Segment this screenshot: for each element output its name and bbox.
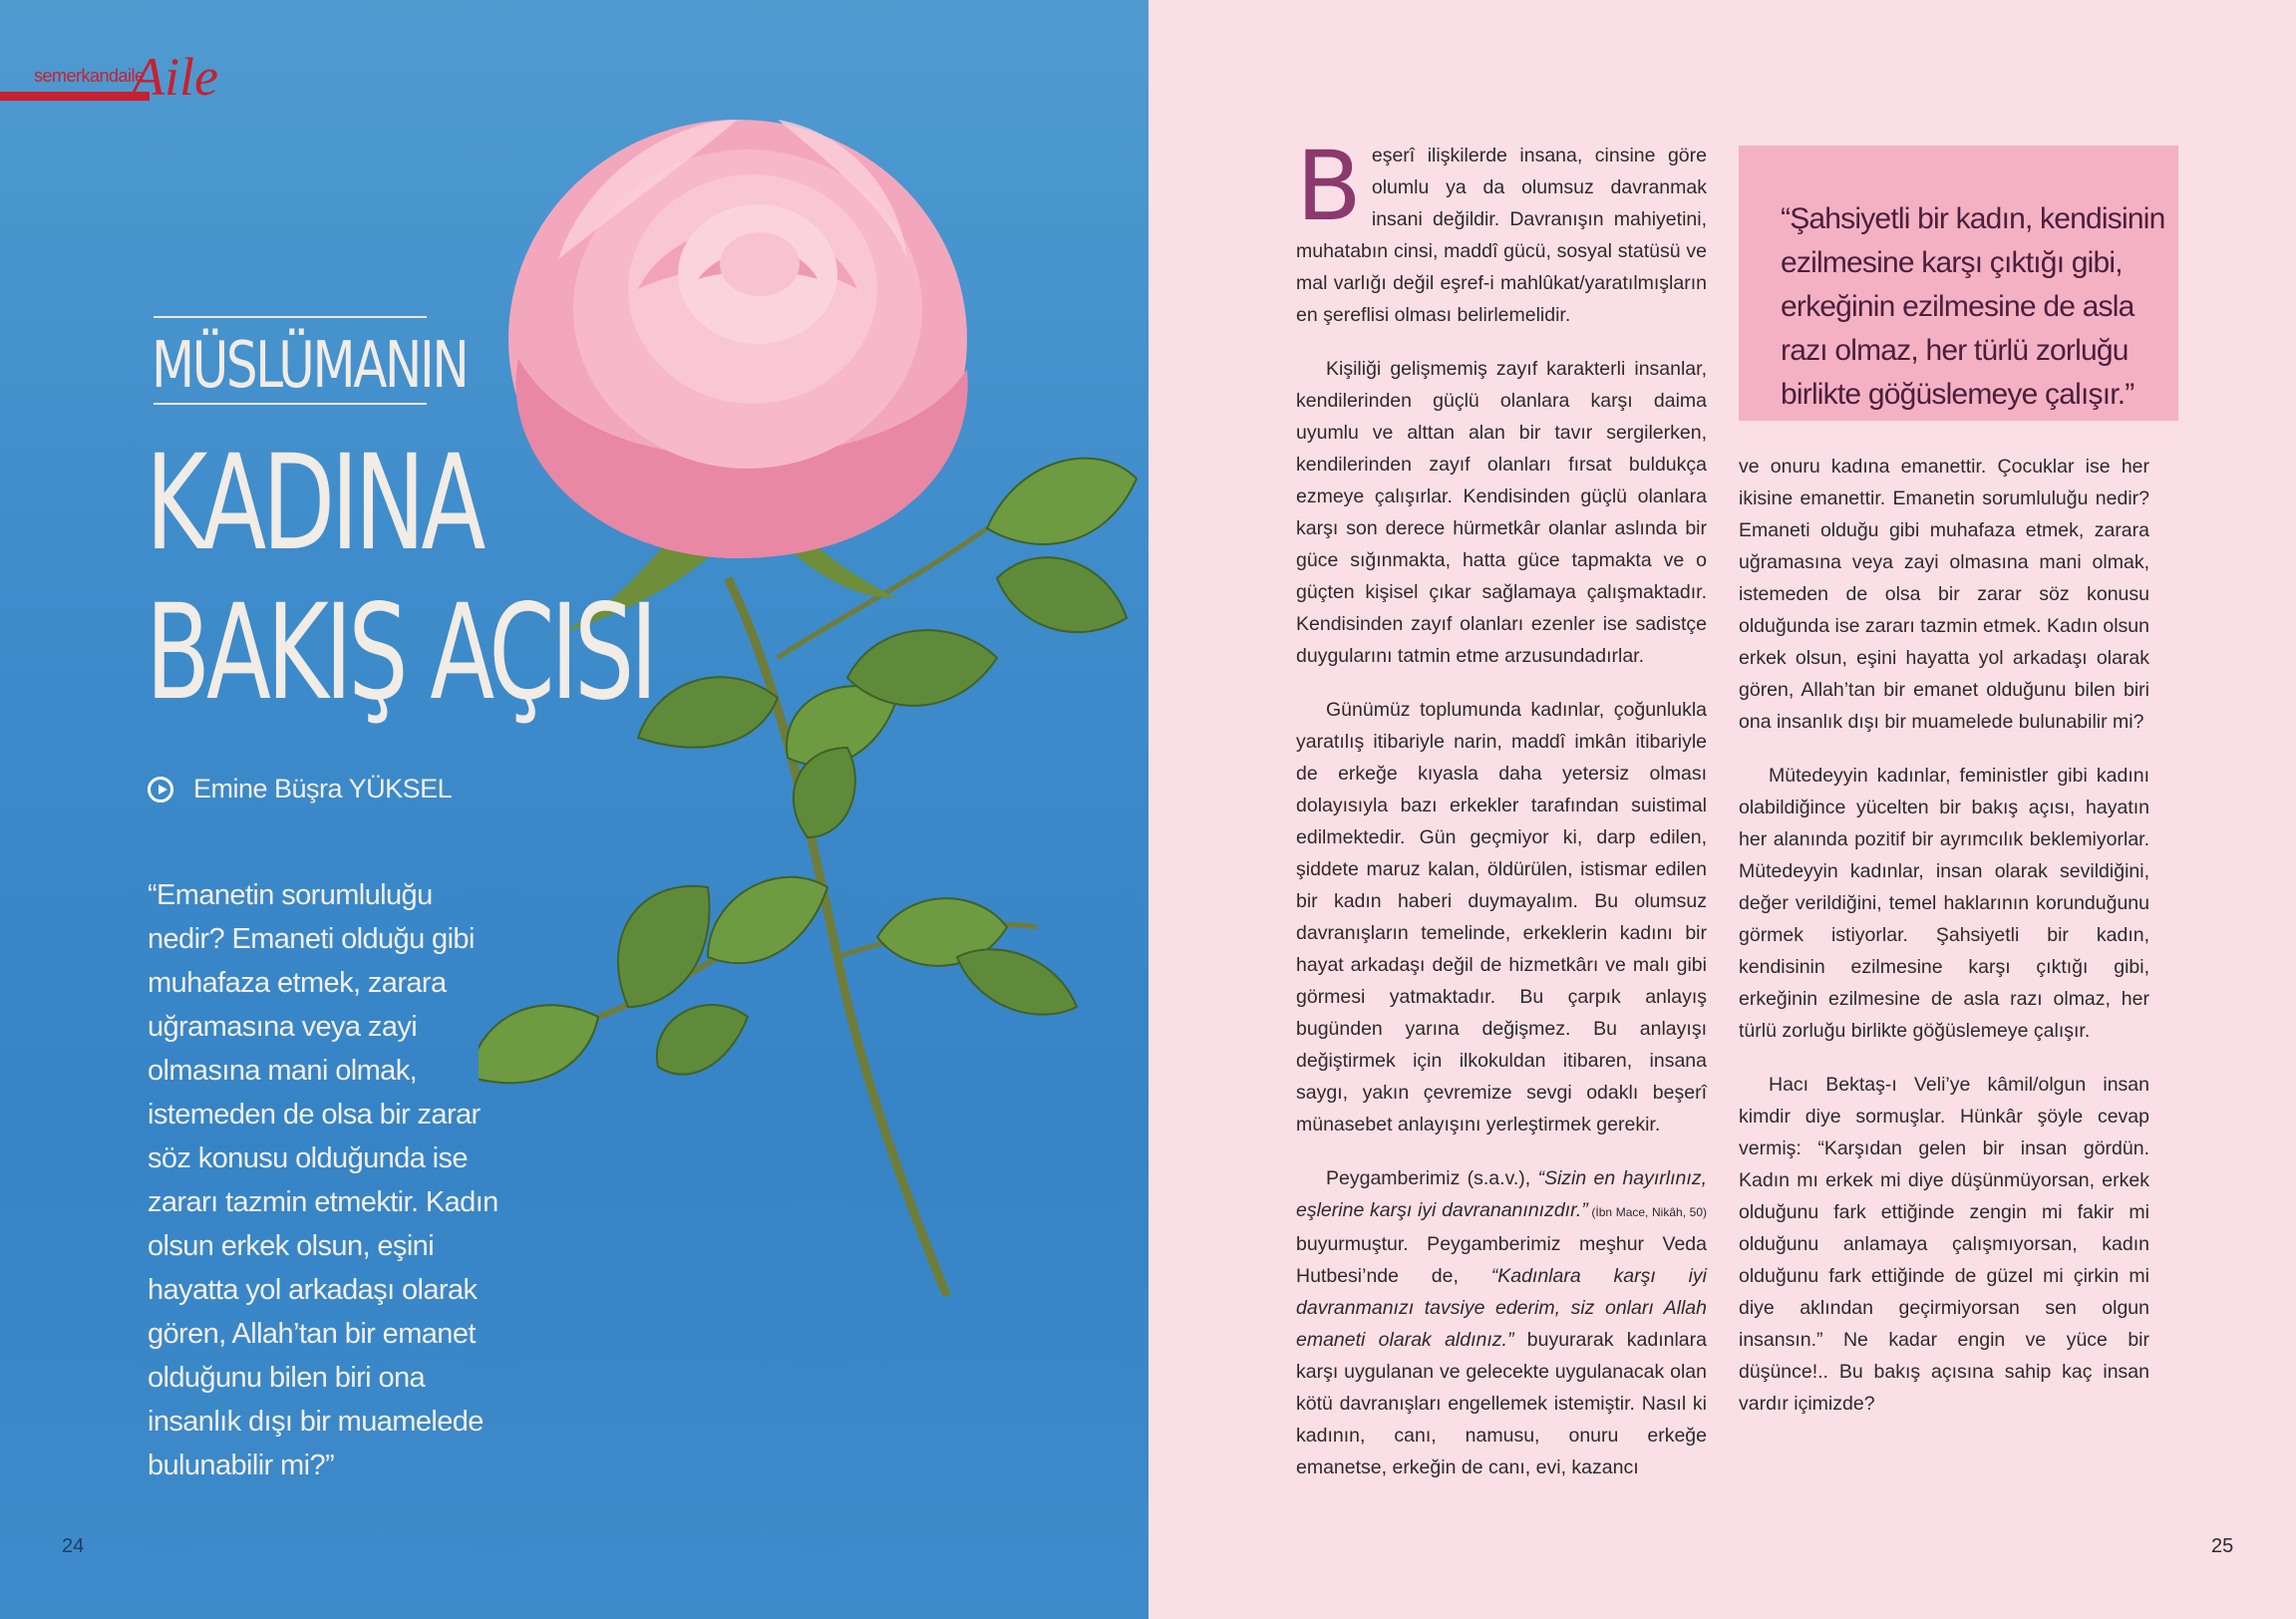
- masthead-small-text: semerkandaile: [34, 66, 145, 86]
- masthead-section-name: Aile: [132, 47, 218, 107]
- title-line-1: KADINA: [146, 427, 483, 580]
- paragraph: Mütedeyyin kadınlar, feministler gibi kadını olabildiğince yücelten bir bakış açısı, hayatın her alanında pozitif bir ayrımcılık beklemiyorlar. Mütedeyyin kadınlar, insan olarak sevildiğini, değer verildiğini, temel haklarının korunduğunu görmek istiyorlar. Şahsiyetli bir kadın, kendisinin ezilmesine karşı çıktığı gibi, erkeğinin ezilmesine de asla razı olmaz, her türlü zorluğu birlikte göğüslemeye çalışır.: [1739, 765, 2149, 1042]
- masthead-red-bar: [0, 92, 150, 101]
- paragraph-text: buyurmuştur. Peygamberimiz meşhur Veda Hutbesi’nde de,: [1296, 1233, 1707, 1287]
- page-number-left: 24: [62, 1535, 85, 1557]
- citation: (İbn Mace, Nikâh, 50): [1587, 1205, 1707, 1219]
- masthead-logo: [0, 47, 259, 112]
- drop-cap: B: [1296, 131, 1362, 242]
- author-name: Emine Büşra YÜKSEL: [193, 774, 453, 804]
- paragraph-text: buyurarak kadınlara karşı uygulanan ve gelecekte uygulanacak olan kötü davranışları engellemek istemiştir. Nasıl ki kadının, canı, namusu, onuru erkeğe emanetse, erkeğin de canı, evi, kazancı: [1296, 1329, 1707, 1478]
- left-pull-quote: “Emanetin sorumluluğu nedir? Emaneti olduğu gibi muhafaza etmek, zarara uğramasına veya zayi olmasına mani olmak, istemeden de olsa bir zarar söz konusu olduğunda ise zararı tazmin etmektir. Kadın olsun erkek olsun, eşini hayatta yol arkadaşı olarak gören, Allah’tan bir emanet olduğunu bilen biri ona insanlık dışı bir muamelede bulunabilir mi?”: [148, 879, 498, 1481]
- highlight-quote-text: “Şahsiyetli bir kadın, kendisinin ezilmesine karşı çıktığı gibi, erkeğinin ezilmesine de asla razı olmaz, her türlü zorluğu birlikte göğüslemeye çalışır.”: [1781, 202, 2165, 411]
- kicker-rule-top: [154, 316, 427, 318]
- article-column-2: [1739, 451, 2149, 1442]
- hadith-quote: “Sizin en hayırlınız, eşlerine karşı iyi davrananınızdır.”: [1296, 1167, 1707, 1221]
- paragraph: ve onuru kadına emanettir. Çocuklar ise her ikisine emanettir. Emanetin sorumluluğu nedir? Emaneti olduğu gibi muhafaza etmek, zarara uğramasına veya zayi olmasına mani olmak, istemeden de olsa bir zarar söz konusu olduğunda ise zararı tazmin etmek. Kadın olsun erkek olsun, eşini hayatta yol arkadaşı olarak gören, Allah’tan bir emanet olduğunu bilen biri ona insanlık dışı bir muamelede bulunabilir mi?: [1739, 456, 2149, 733]
- paragraph: Günümüz toplumunda kadınlar, çoğunlukla yaratılış itibariyle narin, maddî imkân itibariyle de erkeğe kıyasla daha yetersiz olması dolayısıyla bazı erkekler tarafından suistimal edilmektedir. Gün geçmiyor ki, darp edilen, şiddete maruz kalan, öldürülen, istismar edilen bir kadın haberi duymayalım. Bu olumsuz davranışların temelinde, erkeklerin kadını bir hayat arkadaşı değil de hizmetkârı ve malı gibi görmesi yatmaktadır. Bu çarpık anlayış bugünden yarına değişmez. Bu anlayışı değiştirmek için ilkokuldan itibaren, insana saygı, yakın çevremize sevgi odaklı beşerî münasebet anlayışını yerleştirmek gerekir.: [1296, 699, 1707, 1135]
- title-line-2: BAKIŞ AÇISI: [146, 576, 654, 730]
- article-kicker: MÜSLÜMANIN: [152, 329, 468, 403]
- page-number-right: 25: [2211, 1535, 2234, 1557]
- paragraph: [1296, 1162, 1707, 1483]
- article-title: [146, 429, 654, 728]
- hadith-quote: “Kadınlara karşı iyi davranmanızı tavsiye ederim, siz onları Allah emaneti olarak aldınız.”: [1296, 1265, 1707, 1351]
- paragraph-text: Peygamberimiz (s.a.v.),: [1326, 1167, 1538, 1189]
- paragraph-text: eşerî ilişkilerde insana, cinsine göre olumlu ya da olumsuz davranmak insani değildir. Davranışın mahiyetini, muhatabın cinsi, maddî gücü, sosyal statüsü ve mal varlığı değil eşref-i mahlûkat/yaratılmışların en şereflisi olması belirlemelidir.: [1296, 145, 1707, 326]
- paragraph: [1296, 131, 1707, 331]
- kicker-rule-bottom: [154, 403, 427, 405]
- play-circle-icon: [148, 777, 173, 803]
- author-byline: [148, 774, 452, 805]
- highlight-quote-box: [1739, 146, 2178, 421]
- paragraph: Hacı Bektaş-ı Veli’ye kâmil/olgun insan kimdir diye sormuşlar. Hünkâr şöyle cevap vermiş: “Karşıdan gelen bir insan gördün. Kadın mı erkek mi diye düşünmüyorsan, erkek olduğunu fark ettiğinde zengin mi fakir mi olduğunu anlamaya çalışmıyorsan, kadın olduğunu fark ettiğinde de güzel mi çirkin mi diye aklından geçirmiyorsan sen olgun insansın.” Ne kadar engin ve yüce bir düşünce!.. Bu bakış açısına sahip kaç insan vardır içimizde?: [1739, 1074, 2149, 1415]
- article-column-1: [1296, 131, 1707, 1505]
- paragraph: Kişiliği gelişmemiş zayıf karakterli insanlar, kendilerinden güçlü olanlara karşı daima uyumlu ve alttan alan bir tavır sergilerken, kendilerinden zayıf olanları fırsat buldukça ezmeye çalışırlar. Kendisinden güçlü olanlara karşı son derece hürmetkâr olanlar aslında bir güce sığınmakta, hatta güce tapmakta ve o güçten kişisel çıkar sağlamaya çalışmaktadır. Kendisinden zayıf olanları ezenler ise sadistçe duygularını tatmin etme arzusundadırlar.: [1296, 358, 1707, 667]
